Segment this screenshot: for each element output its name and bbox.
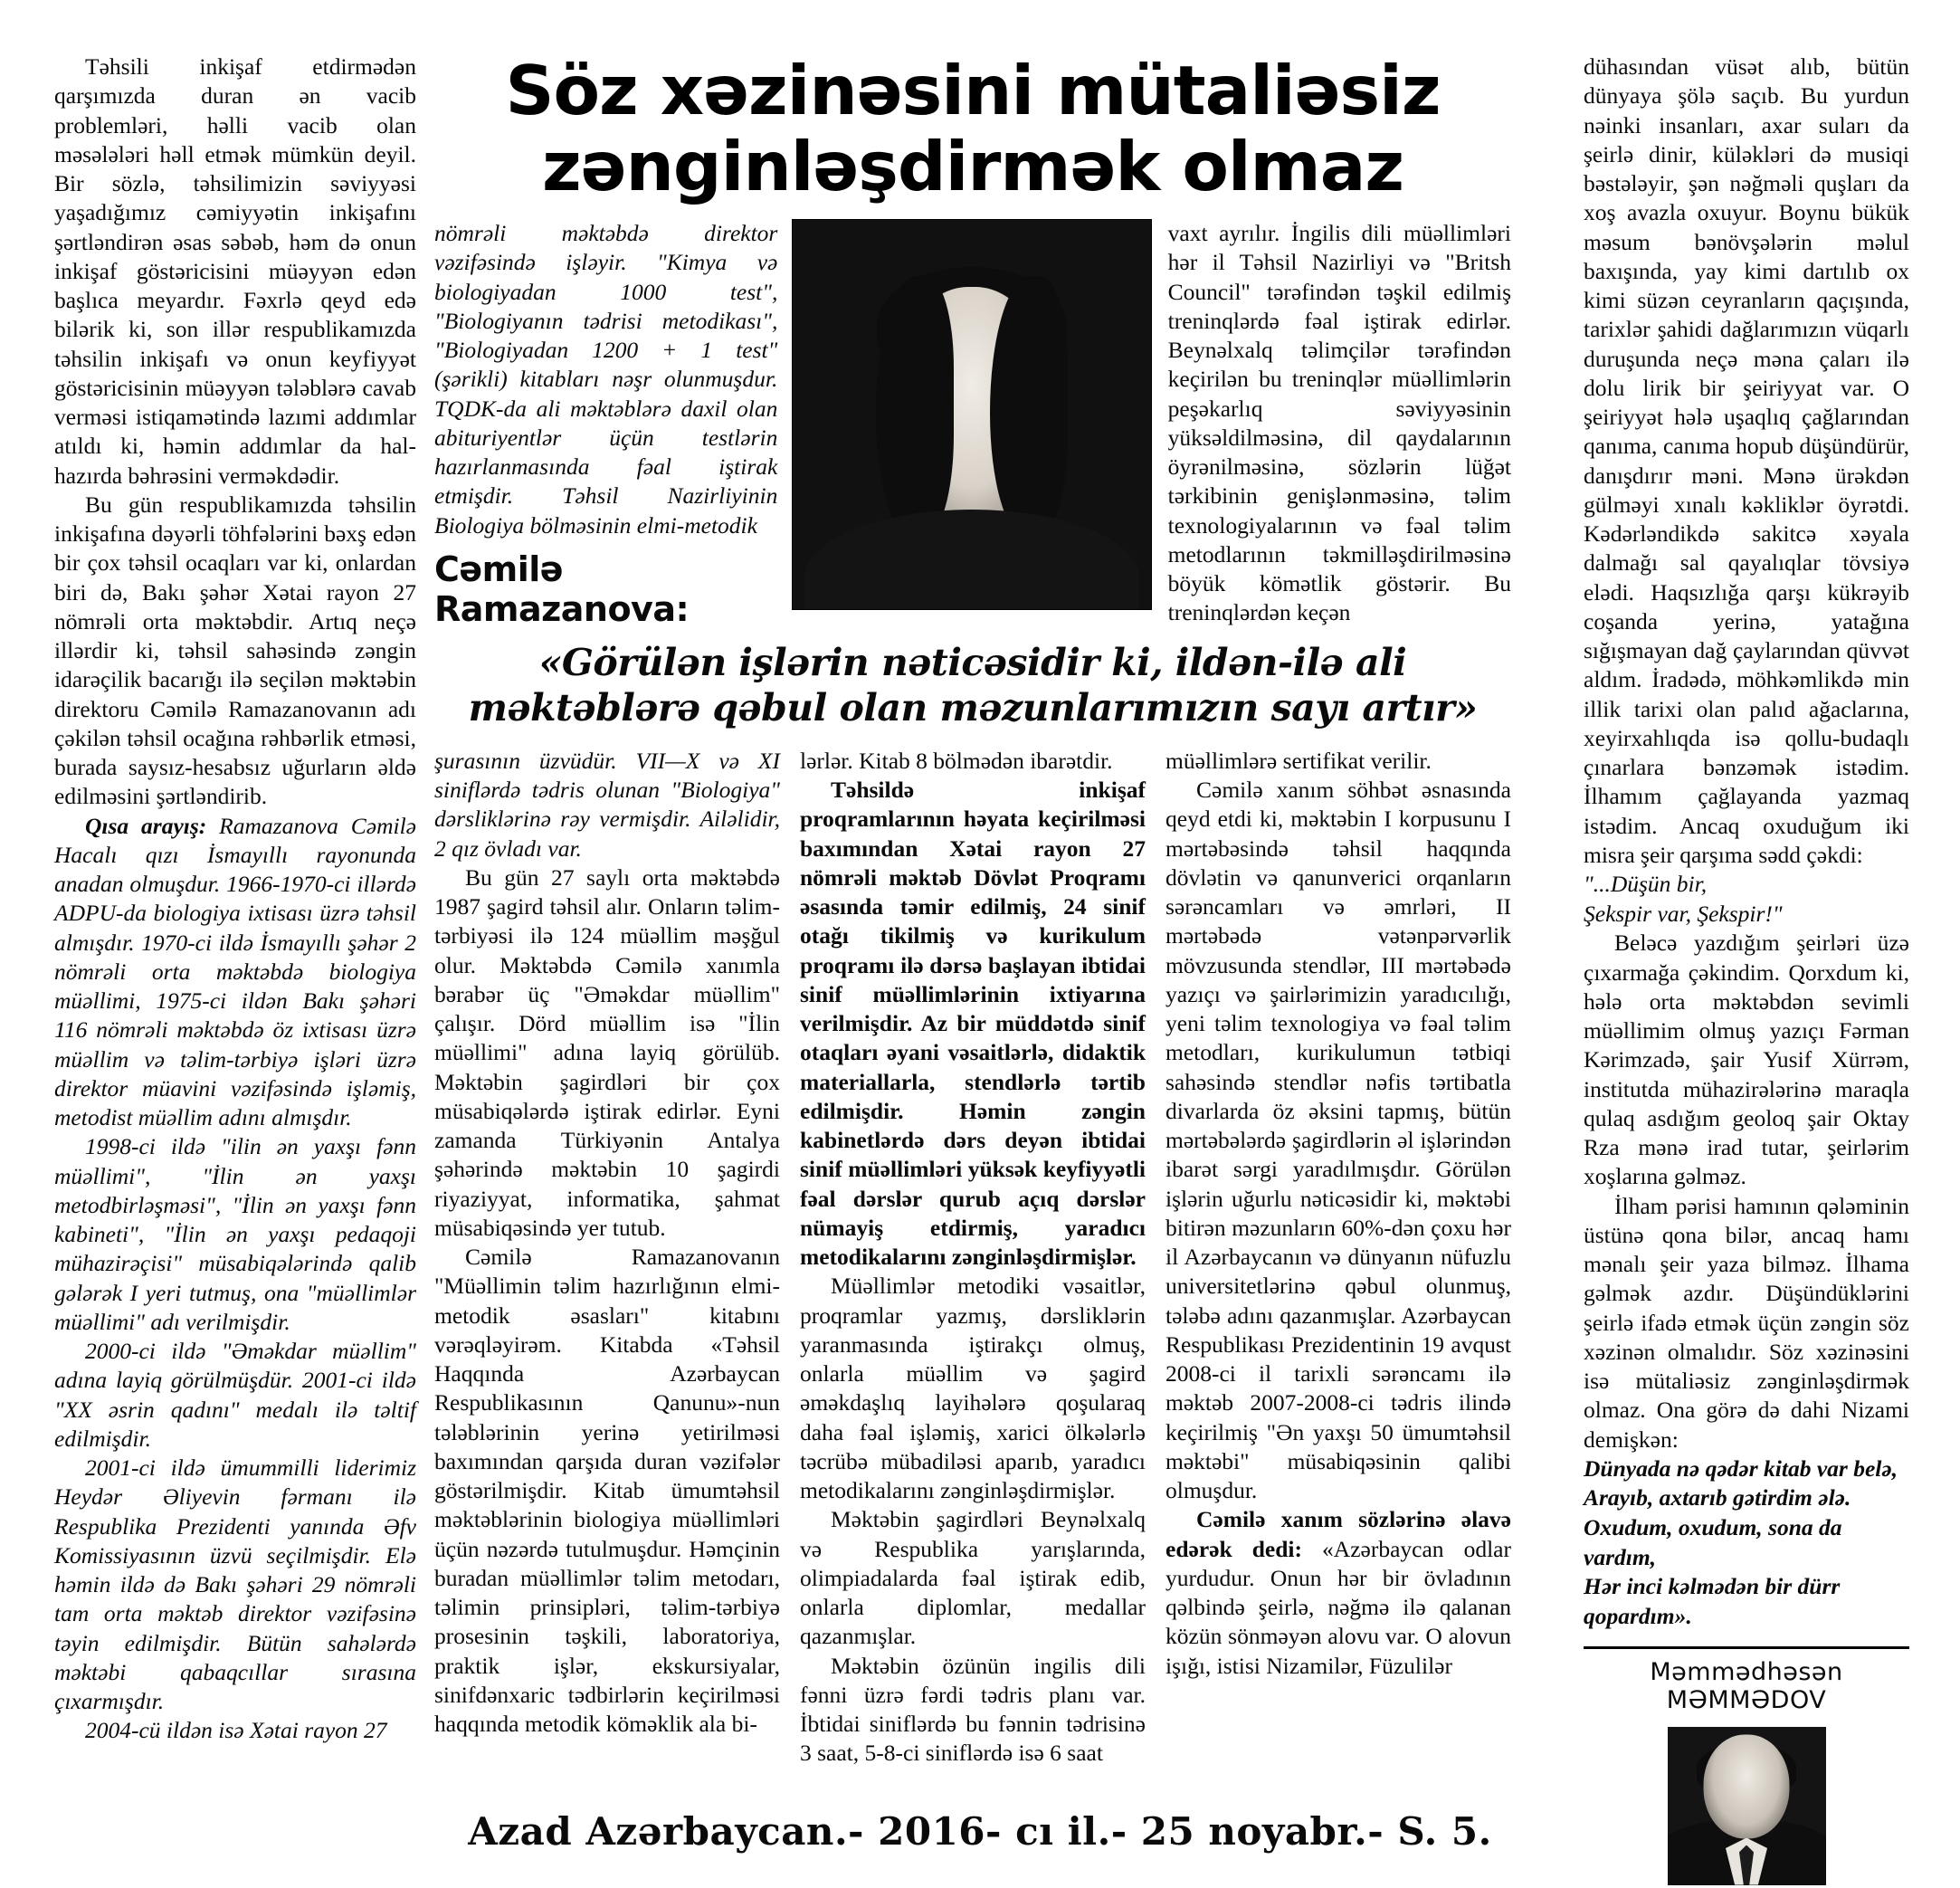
subject-name: Cəmilə Ramazanova: — [434, 548, 690, 629]
page-title — [434, 52, 1511, 205]
verse-line: "...Düşün bir, — [1584, 871, 1708, 897]
paragraph: Müəllimlər metodiki vəsaitlər, proqramlar yazmış, dərsliklərin yaranmasında iştirakçı olmuş, onlarla müəllim və şagird əməkdaşlıq layihələrə qoşularaq daha fəal işləmiş, xarici ölkələrlə təcrübə mübadiləsi aparıb, yaradıcı metodikalarını zənginləşdirmişlər. — [800, 1273, 1146, 1504]
paragraph: Məktəbin şagirdləri Beynəlxalq və Respublika yarışlarında, olimpiadalarda fəal iştirak edib, onlarla diplomlar, medallar qazanmışlar. — [800, 1506, 1146, 1650]
pull-quote: «Görülən işlərin nəticəsidir ki, ildən-ilə ali məktəblərə qəbul olan məzunlarımızın sayı artır» — [468, 640, 1478, 729]
author-byline: Məmmədhəsən MƏMMƏDOV — [1650, 1657, 1843, 1714]
subcolumn-one — [434, 747, 780, 1769]
paragraph: Bu gün respublikamızda təhsilin inkişafına dəyərli töhfələrini bəxş edən bir çox təhsil ocaqları var ki, onlardan biri də, Bakı şəhər Xətai rayon 27 nömrəli orta məktəbdir. Artıq neçə illərdir ki, təhsil sahəsində zəngin idarəçilik bacarığı ilə seçilən məktəbin direktoru Cəmilə Ramazanovanın adı çəkilən təhsil ocağına rəhbərlik etməsi, burada saysız-hesabsız uğurların əldə edilməsini şərtləndirib. — [54, 491, 416, 810]
photo-hair-right — [990, 276, 1068, 539]
intro-right-text — [1168, 219, 1511, 629]
paragraph: vaxt ayrılır. İngilis dili müəllimləri hər il Təhsil Nazirliyi və "Britsh Council" tərəfindən təşkil edilmiş treninqlərdə fəal iştirak edirlər. Beynəlxalq təlimçilər tərəfindən keçirilən bu treninqlər müəllimlərin peşəkarlıq səviyyəsinin yüksəldilməsinə, dil qaydalarının öyrənilməsinə, sözlərin lüğət tərkibinin genişlənməsinə, təlim texnologiyalarının və fəal təlim metodlarının təkmilləşdirilməsinə böyük kömətlik göstərir. Bu treninqlərdən keçən — [1167, 220, 1511, 626]
column-middle — [434, 52, 1511, 1769]
subcolumn-three — [1166, 747, 1511, 1769]
paragraph: 1998-ci ildə "ilin ən yaxşı fənn müəllimi", "İlin ən yaxşı metodbirləşməsi", "İlin ən yaxşı fənn kabineti", "İlin ən yaxşı pedaqoji mühazirəçisi" müsabiqələrində qalib gələrək I yeri tutmuş, ona "müəllimlər müəllimi" adı verilmişdir. — [54, 1133, 416, 1335]
paragraph: Bu gün 27 saylı orta məktəbdə 1987 şagird təhsil alır. Onların təlim-tərbiyəsi ilə 124 müəllim məşğul olur. Məktəbdə Cəmilə xanımla bərabər üç "Əməkdar müəllim" çalışır. Dörd müəllim isə "İlin müəllimi" adına layiq görülüb. Məktəbin şagirdləri bir çox müsabiqələrdə iştirak edirlər. Eyni zamanda Türkiyənin Antalya şəhərində məktəbin 10 şagirdi riyaziyyat, informatika, şahmat müsabiqəsində yer tutub. — [434, 863, 780, 1241]
photo-hair-left — [876, 276, 954, 539]
verse-line: Hər inci kəlmədən bir dürr qopardım». — [1584, 1573, 1841, 1629]
headline-line-1: Söz xəzinəsini mütaliəsiz — [505, 51, 1441, 130]
intro-block — [434, 219, 1511, 730]
subcolumn-two — [800, 747, 1146, 1769]
paragraph: 2004-cü ildən isə Xətai rayon 27 — [85, 1717, 387, 1744]
bio-text: Ramazanova Cəmilə Hacalı qızı İsmayıllı rayonunda anadan olmuşdur. 1966-1970-ci illərdə ADPU-da biologiya ixtisası üzrə təhsil almışdır. 1970-ci ildə İsmayıllı şəhər 2 nömrəli orta məktəbdə biologiya müəllimi, 1975-ci ildən Bakı şəhəri 116 nömrəli məktəbdə öz ixtisası üzrə müəllim və təlim-tərbiyə işləri üzrə direktor müavini vəzifəsində işləmiş, metodist müəllim adını almışdır. — [54, 812, 416, 1130]
author-photo — [1668, 1727, 1826, 1885]
verse-line: Arayıb, axtarıb gətirdim ələ. — [1584, 1484, 1851, 1511]
paragraph: şurasının üzvüdür. VII—X və XI siniflərdə tədris olunan "Biologiya" dərsliklərinə rəy vermişdir. Ailəlidir, 2 qız övladı var. — [434, 747, 780, 862]
divider — [1584, 1646, 1909, 1649]
article-columns — [54, 51, 1909, 1767]
quote-lead-in: Cəmilə xanım sözlərinə əlavə edərək dedi: — [1166, 1506, 1511, 1562]
intro-left-text — [434, 219, 777, 629]
source-citation: Azad Azərbaycan.- 2016- cı il.- 25 noyabr.- S. 5. — [468, 1809, 1492, 1854]
paragraph: Cəmilə Ramazanovanın "Müəllimin təlim hazırlığının elmi-metodik əsasları" kitabını vərəqləyirəm. Kitabda «Təhsil Haqqında Azərbaycan Respublikasının Qanunu»-nun tələblərinin yerinə yetirilməsi baxımından qarşıda duran vəzifələr göstərilmişdir. Kitab ümumtəhsil məktəblərinin biologiya müəllimləri üçün nəzərdə tutulmuşdur. Həmçinin buradan müəllimlər təlim metodarı, təlimin prinsipləri, təlim-tərbiyə prosesinin təşkili, laboratoriya, praktik işlər, ekskursiyalar, sinifdənxaric tədbirlərin keçirilməsi haqqında metodik köməklik ala bi- — [434, 1244, 780, 1738]
paragraph: 2000-ci ildə "Əməkdar müəllim" adına layiq görülmüşdür. 2001-ci ildə "XX əsrin qadını" medalı ilə təltif edilmişdir. — [54, 1338, 416, 1452]
paragraph: müəllimlərə sertifikat verilir. — [1166, 747, 1432, 774]
verse-line: Oxudum, oxudum, sona da vardım, — [1584, 1514, 1842, 1570]
portrait-photo — [792, 219, 1152, 610]
verse-line: Şekspir var, Şekspir!" — [1584, 900, 1783, 927]
paragraph-highlight: Təhsildə inkişaf proqramlarının həyata keçirilməsi baxımından Xətai rayon 27 nömrəli məktəb Dövlət Proqramı əsasında təmir edilmiş, 24 sinif otağı tikilmiş və kurikulum proqramı ilə dərsə başlayan ibtidai sinif müəllimlərinin ixtiyarına verilmişdir. Az bir müddətdə sinif otaqları əyani vəsaitlərlə, didaktik materiallarla, stendlərlə tərtib edilmişdir. Həmin zəngin kabinetlərdə dərs deyən ibtidai sinif müəllimləri yüksək keyfiyyətli fəal dərslər qurub açıq dərslər nümayiş etdirmiş, yaradıcı metodikalarını zənginləşdirmişlər. — [800, 777, 1146, 1271]
subject-photo-wrap — [792, 219, 1153, 629]
headline-line-2: zənginləşdirmək olmaz — [542, 127, 1403, 206]
column-one — [54, 52, 416, 1746]
paragraph: İlham pərisi hamının qələminin üstünə qona bilər, ancaq hamı mənalı şeir yaza bilməz. İlhama gəlmək azdır. Düşündüklərini şeirlə ifadə etmək üçün zəngin söz xəzinən olmalıdır. Söz xəzinəsini isə mütaliəsiz zənginləşdirmək olmaz. Ona görə də dahi Nizami demişkən: — [1584, 1192, 1909, 1453]
body-subcolumns — [434, 747, 1511, 1769]
quote-text: «Azərbaycan odlar yurdudur. Onun hər bir övladının qəlbində şeirlə, nəğmə ilə qalanan közün sönməyən alovu var. O alovun işığı, istisi Nizamilər, Füzulilər — [1166, 1535, 1511, 1679]
paragraph-quote-intro — [1166, 1505, 1511, 1681]
paragraph: nömrəli məktəbdə direktor vəzifəsində işləyir. "Kimya və biologiyadan 1000 test", "Biologiyanın tədrisi metodikası", "Biologiyadan 1200 + 1 test" (şərikli) kitabları nəşr olunmuşdur. TQDK-da ali məktəblərə daxil olan abituriyentlər üçün testlərin hazırlanmasında fəal iştirak etmişdir. Təhsil Nazirliyinin Biologiya bölməsinin elmi-metodik — [434, 220, 778, 539]
paragraph: 2001-ci ildə ümummilli liderimiz Heydər Əliyevin fərmanı ilə Respublika Prezidenti yanında Əfv Komissiyasının üzvü seçilmişdir. Elə həmin ildə də Bakı şəhəri 29 nömrəli tam orta məktəb direktor vəzifəsinə təyin edilmişdir. Bütün sahələrdə məktəbi qabaqcıllar sırasına çıxarmışdır. — [54, 1454, 416, 1714]
bio-lead-in: Qısa arayış: — [85, 812, 207, 839]
photo-shoulders — [804, 510, 1139, 610]
verse-line: Dünyada nə qədər kitab var belə, — [1584, 1454, 1898, 1482]
paragraph: lərlər. Kitab 8 bölmədən ibarətdir. — [800, 747, 1113, 774]
column-four — [1584, 52, 1909, 1885]
paragraph: dühasından vüsət alıb, bütün dünyaya şölə saçıb. Bu yurdun nəinki insanları, axar suları da şeirlə dinir, küləkləri də musiqi bəstələyir, şən nəğməli quşları da xoş avazla oxuyur. Boynu bükük məsum bənövşələrin məlul baxışında, yay kimi dartılıb ox kimi süzən ceyranların qaçışında, tarixlər şahidi dağlarımızın vüqarlı duruşunda neçə məna çaları ilə dolu lirik bir şeiriyyat var. O şeiriyyət hələ uşaqlıq çağlarından qanıma, canıma hopub düşündürür, danışdırır məni. Mənə ürəkdən gülməyi xınalı kəkliklər öyrətdi. Kədərləndikdə sakitcə xəyala dalmağı sal qayalıqlar tövsiyə elədi. Haqsızlığa qarşı kükrəyib coşanda yerinə, yatağına sığışmayan dağ çaylarından qüvvət aldım. İradədə, möhkəmlikdə min illik tarixi olan palıd ağaclarına, xeyirxahlıqda isə qollu-budaqlı çınarlara bənzəmək istədim. İlhamım çağlayanda yazmaq istədim. Ancaq oxuduğum iki misra şeir qarşıma sədd çəkdi: — [1584, 53, 1909, 868]
paragraph: Təhsili inkişaf etdirmədən qarşımızda duran ən vacib problemləri, həlli vacib olan məsələləri həll etmək mümkün deyil. Bir sözlə, təhsilimizin səviyyəsi yaşadığımız cəmiyyətin inkişafını şərtləndirən əsas səbəb, həm də onun inkişaf göstəricisini müəyyən edən başlıca meyardır. Fəxrlə qeyd edə bilərik ki, son illər respublikamızda təhsilin inkişafı və onun keyfiyyət göstəricisinin müəyyən tələblərə cavab verməsi istiqamətində lazımi addımlar atıldı ki, həmin addımlar da hal-hazırda bəhrəsini verməkdədir. — [54, 53, 416, 489]
paragraph: Məktəbin özünün ingilis dili fənni üzrə fərdi tədris planı var. İbtidai siniflərdə bu fənnin tədrisinə 3 saat, 5-8-ci siniflərdə isə 6 saat — [800, 1652, 1146, 1767]
paragraph: Beləcə yazdığım şeirləri üzə çıxarmağa çəkindim. Qorxdum ki, hələ orta məktəbdən sevimli müəllimim olmuş yazıçı Fərman Kərimzadə, şair Yusif Xürrəm, institutda mühazirələrinə maraqla qulaq asdığım geoloq şair Oktay Rza mənə irad tutar, şeirlərim xoşlarına gəlməz. — [1584, 930, 1909, 1190]
paragraph: Cəmilə xanım söhbət əsnasında qeyd etdi ki, məktəbin I korpusunu I mərtəbəsində təhsil haqqında dövlətin və qanunverici orqanların sərəncamları və əmrləri, II mərtəbədə vətənpərvərlik mövzusunda stendlər, III mərtəbədə yazıçı və şairlərimizin yaradıcılığı, yeni təlim texnologiya və fəal təlim metodları, kurikulumun tətbiqi sahəsində stendlər nəfis tərtibatla divarlarda öz əksini tapmış, bütün mərtəbələrdə şagirdlərin əl işlərindən ibarət sərgi yaradılmışdır. Görülən işlərin uğurlu nəticəsidir ki, məktəbi bitirən məzunların 60%-dən çoxu hər il Azərbaycanın və dünyanın nüfuzlu universitetlərinə qəbul olunmuş, tələbə adını qazanmışlar. Azərbaycan Respublikası Prezidentinin 19 avqust 2008-ci il tarixli sərəncamı ilə məktəb 2007-2008-ci tədris ilində keçirilmiş "Ən yaxşı 50 ümumtəhsil məktəbi" müsabiqəsinin qalibi olmuşdur. — [1166, 777, 1511, 1504]
paragraph-bio — [54, 812, 416, 1133]
